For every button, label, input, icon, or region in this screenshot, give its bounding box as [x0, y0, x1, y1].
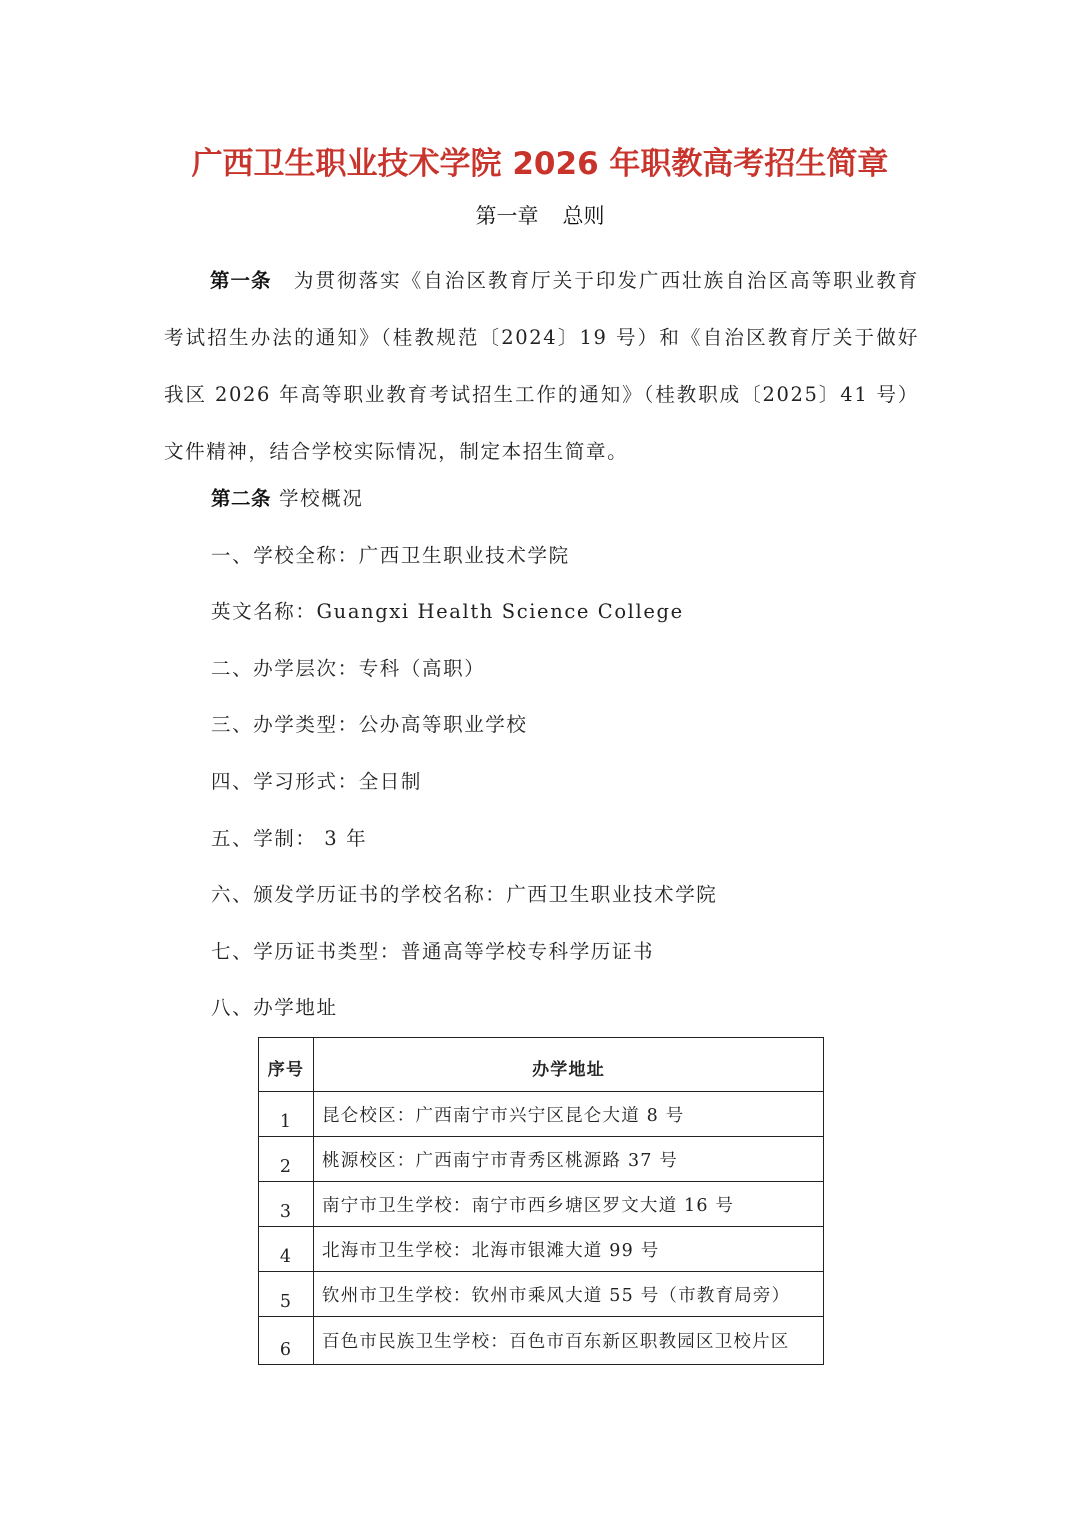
- table-row: [259, 1092, 824, 1137]
- row-no: 6: [259, 1317, 314, 1365]
- list-item: 六、颁发学历证书的学校名称：广西卫生职业技术学院: [211, 883, 718, 906]
- list-item: 一、学校全称：广西卫生职业技术学院: [211, 544, 570, 567]
- table-row: [259, 1137, 824, 1182]
- row-address: 百色市民族卫生学校：百色市百东新区职教园区卫校片区: [314, 1317, 824, 1365]
- article-1-paragraph: [164, 252, 919, 480]
- list-item: 八、办学地址: [211, 996, 338, 1019]
- header-address: 办学地址: [314, 1038, 824, 1092]
- table-header-row: [259, 1038, 824, 1092]
- row-no: 2: [259, 1137, 314, 1182]
- row-address: 钦州市卫生学校：钦州市乘风大道 55 号（市教育局旁）: [314, 1272, 824, 1317]
- chapter-heading: [0, 200, 1080, 230]
- table-row: [259, 1272, 824, 1317]
- chapter-number: 第一章: [475, 204, 539, 228]
- row-no: 3: [259, 1182, 314, 1227]
- row-address: 北海市卫生学校：北海市银滩大道 99 号: [314, 1227, 824, 1272]
- table-row: [259, 1317, 824, 1365]
- list-item: 七、学历证书类型：普通高等学校专科学历证书: [211, 940, 655, 963]
- table-row: [259, 1227, 824, 1272]
- article-2-lead: 第二条: [211, 487, 272, 510]
- chapter-name: 总则: [562, 204, 605, 228]
- row-address: 桃源校区：广西南宁市青秀区桃源路 37 号: [314, 1137, 824, 1182]
- table-row: [259, 1182, 824, 1227]
- header-no: 序号: [259, 1038, 314, 1092]
- article-1-text: 为贯彻落实《自治区教育厅关于印发广西壮族自治区高等职业教育考试招生办法的通知》（桂教规范〔2024〕19 号）和《自治区教育厅关于做好我区 2026 年高等职业教育考试招生工作的通知》（桂教职成〔2025〕41 号）文件精神，结合学校实际情况，制定本招生简章。: [164, 269, 919, 463]
- list-item: 三、办学类型：公办高等职业学校: [211, 713, 528, 736]
- article-1-lead: 第一条: [210, 269, 272, 292]
- row-address: 南宁市卫生学校：南宁市西乡塘区罗文大道 16 号: [314, 1182, 824, 1227]
- article-2-line: [211, 484, 363, 514]
- list-item: 四、学习形式：全日制: [211, 770, 423, 793]
- row-address: 昆仑校区：广西南宁市兴宁区昆仑大道 8 号: [314, 1092, 824, 1137]
- article-2-text: 学校概况: [279, 487, 364, 510]
- list-item: 英文名称：Guangxi Health Science College: [211, 600, 684, 623]
- list-item: 二、办学层次：专科（高职）: [211, 657, 486, 680]
- list-item: 五、学制： 3 年: [211, 827, 368, 850]
- address-table: [258, 1037, 824, 1365]
- row-no: 1: [259, 1092, 314, 1137]
- document-title: 广西卫生职业技术学院 2026 年职教高考招生简章: [191, 146, 889, 182]
- row-no: 4: [259, 1227, 314, 1272]
- row-no: 5: [259, 1272, 314, 1317]
